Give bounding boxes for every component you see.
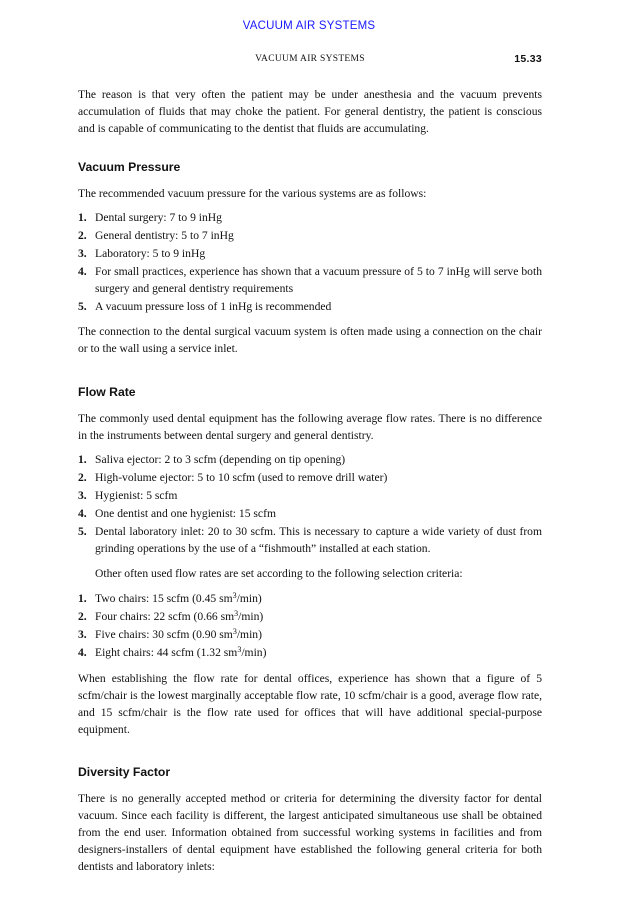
selection-criteria-intro: Other often used flow rates are set according to the following selection criteria: xyxy=(95,567,463,580)
top-banner: VACUUM AIR SYSTEMS xyxy=(242,20,376,32)
list-item: 1. Two chairs: 15 scfm (0.45 $sm^3/\min$) xyxy=(78,591,262,605)
list-item: 1. Saliva ejector: 2 to 3 scfm (depending on tip opening) xyxy=(78,453,346,466)
list-item: 4. For small practices, experience has shown that a vacuum pressure of 5 to 7 inHg will serve both surgery and general dentistry requirements xyxy=(78,265,542,295)
list-item: 2. Four chairs: 22 scfm (0.66 $sm^3/\min$) xyxy=(78,609,264,623)
page-number: 15.33 xyxy=(514,53,542,65)
list-item: 3. Five chairs: 30 scfm (0.90 $sm^3/\min$) xyxy=(78,627,262,641)
list-item: 5. A vacuum pressure loss of 1 inHg is recommended xyxy=(78,300,332,313)
list-item: 5. Dental laboratory inlet: 20 to 30 scfm. This is necessary to capture a wide variety of dust from grinding operations by the use of a “fishmouth” installed at each station. xyxy=(78,525,542,555)
list-item: 2. General dentistry: 5 to 7 inHg xyxy=(78,229,234,242)
vacuum-pressure-heading: Vacuum Pressure xyxy=(78,160,181,174)
flow-rate-intro: The commonly used dental equipment has the following average flow rates. There is no difference in the instruments between dental surgery and general dentistry. xyxy=(78,412,542,442)
flow-rate-heading: Flow Rate xyxy=(78,385,136,399)
running-head-title: VACUUM AIR SYSTEMS xyxy=(255,54,365,64)
list-item: 1. Dental surgery: 7 to 9 inHg xyxy=(78,211,222,224)
list-item: 4. One dentist and one hygienist: 15 scfm xyxy=(78,507,276,520)
diversity-factor-heading: Diversity Factor xyxy=(78,765,171,779)
flow-rate-list xyxy=(78,451,542,557)
vacuum-pressure-list xyxy=(78,209,542,315)
chairs-list xyxy=(78,590,542,661)
intro-paragraph: The reason is that very often the patient may be under anesthesia and the vacuum prevents accumulation of fluids that may choke the patient. For general dentistry, the patient is conscious and is capable of communicating to the dentist that fluids are accumulating. xyxy=(78,88,542,135)
list-item: 4. Eight chairs: 44 scfm (1.32 $sm^3/\min$) xyxy=(78,645,267,659)
flow-rate-closing: When establishing the flow rate for dental offices, experience has shown that a figure of 5 scfm/chair is the lowest marginally acceptable flow rate, 10 scfm/chair is a good, average flow rate, and 15 scfm/chair is the flow rate used for offices that will have additional special-purpose equipment. xyxy=(78,672,542,736)
list-item: 2. High-volume ejector: 5 to 10 scfm (used to remove drill water) xyxy=(78,471,388,484)
vacuum-pressure-intro: The recommended vacuum pressure for the various systems are as follows: xyxy=(78,187,427,200)
list-item: 3. Laboratory: 5 to 9 inHg xyxy=(78,247,206,260)
vacuum-pressure-closing: The connection to the dental surgical vacuum system is often made using a connection on the chair or to the wall using a service inlet. xyxy=(78,325,542,355)
list-item: 3. Hygienist: 5 scfm xyxy=(78,489,178,502)
page-content xyxy=(78,86,542,875)
diversity-factor-paragraph: There is no generally accepted method or criteria for determining the diversity factor for dental vacuum. Since each facility is different, the largest anticipated simultaneous use shall be obtained from the end user. Information obtained from successful working systems in facilities and from designers-installers of dental equipment have established the following general criteria for both dentists and laboratory inlets: xyxy=(78,792,542,873)
